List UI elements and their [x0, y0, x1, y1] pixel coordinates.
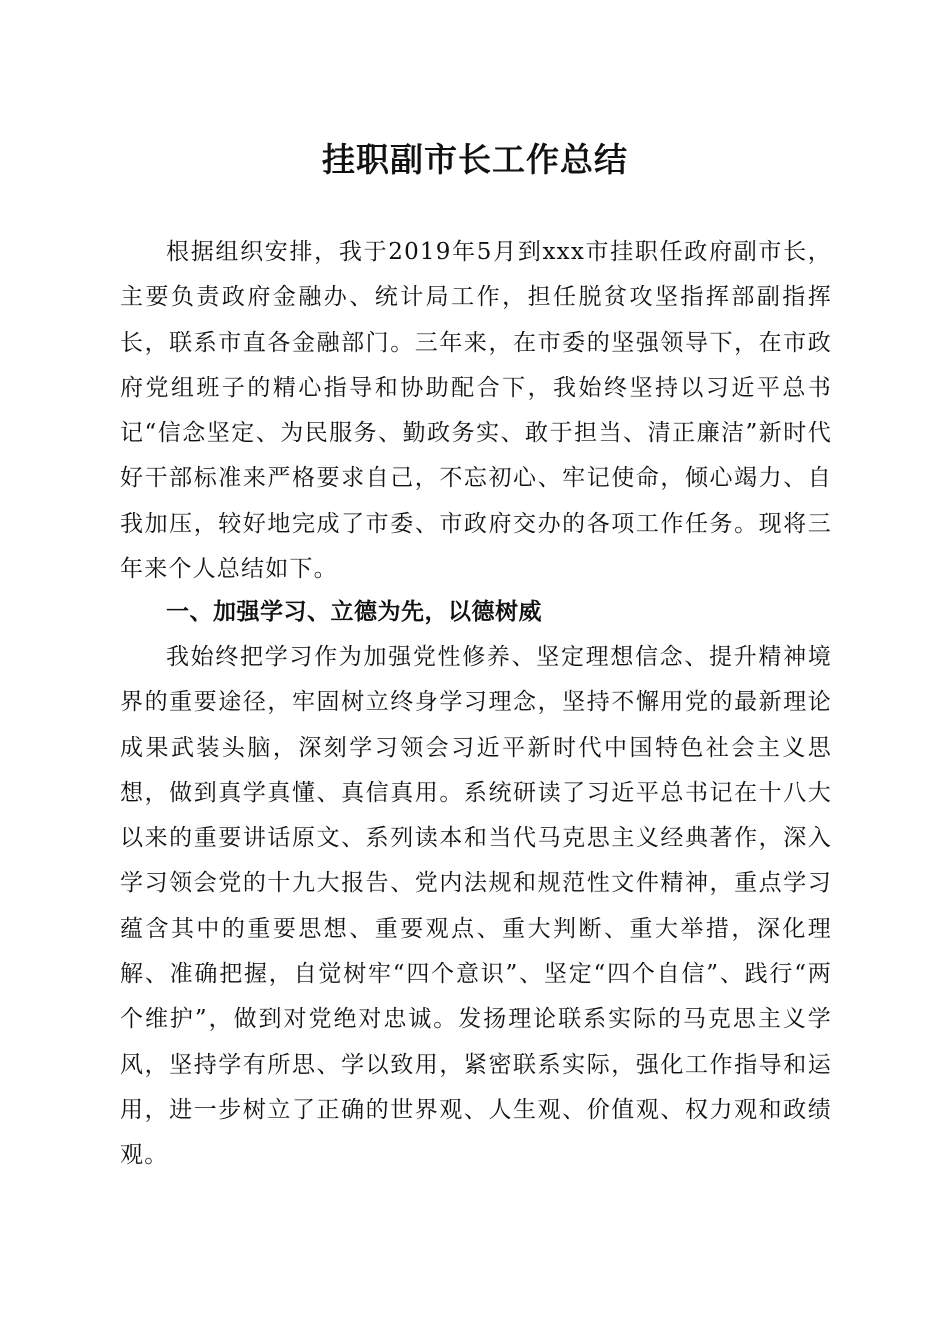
section-1-paragraph: 我始终把学习作为加强党性修养、坚定理想信念、提升精神境界的重要途径，牢固树立终身学习理念，坚持不懈用党的最新理论成果武装头脑，深刻学习领会习近平新时代中国特色社会主义思想，做到真学真懂、真信真用。系统研读了习近平总书记在十八大以来的重要讲话原文、系列读本和当代马克思主义经典著作，深入学习领会党的十九大报告、党内法规和规范性文件精神，重点学习蕴含其中的重要思想、重要观点、重大判断、重大举措，深化理解、准确把握，自觉树牢“四个意识”、坚定“四个自信”、践行“两个维护”，做到对党绝对忠诚。发扬理论联系实际的马克思主义学风，坚持学有所思、学以致用，紧密联系实际，强化工作指导和运用，进一步树立了正确的世界观、人生观、价值观、权力观和政绩观。	[120, 644, 832, 1169]
intro-paragraph: 根据组织安排，我于2019年5月到xxx市挂职任政府副市长，主要负责政府金融办、统计局工作，担任脱贫攻坚指挥部副指挥长，联系市直各金融部门。三年来，在市委的坚强领导下，在市政府党组班子的精心指导和协助配合下，我始终坚持以习近平总书记“信念坚定、为民服务、勤政务实、敢于担当、清正廉洁”新时代好干部标准来严格要求自己，不忘初心、牢记使命，倾心竭力、自我加压，较好地完成了市委、市政府交办的各项工作任务。现将三年来个人总结如下。	[120, 239, 832, 583]
document-title: 挂职副市长工作总结	[322, 140, 628, 179]
section-heading-1: 一、加强学习、立德为先，以德树威	[166, 599, 542, 625]
